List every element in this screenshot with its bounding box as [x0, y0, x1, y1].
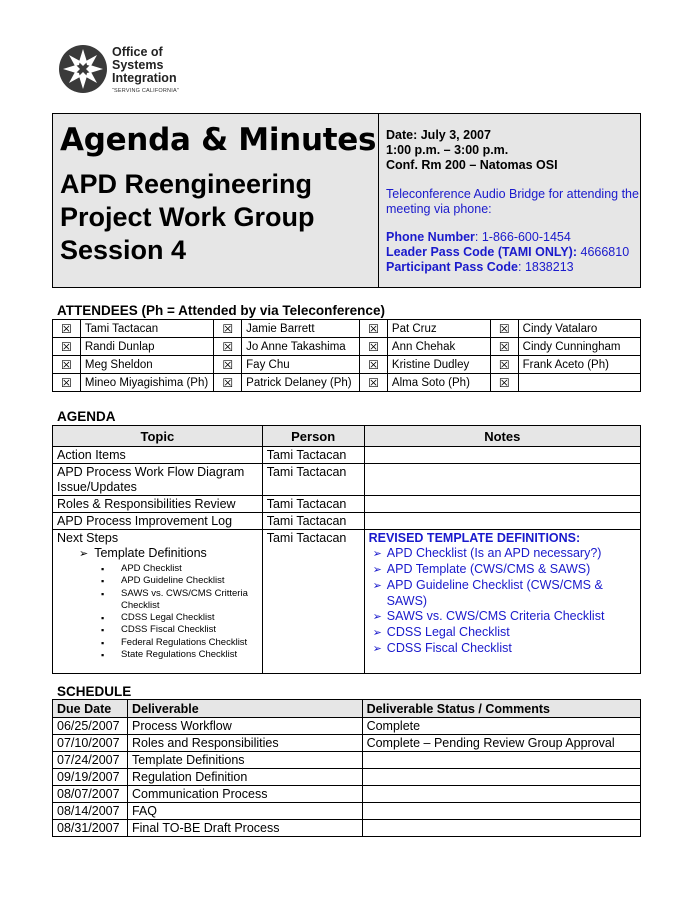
schedule-due-date: 08/07/2007 [53, 786, 128, 803]
attendee-row [53, 356, 641, 374]
schedule-row [53, 769, 641, 786]
template-checklist-item: ▪ Federal Regulations Checklist [57, 637, 258, 649]
template-checklist-item: ▪ SAWS vs. CWS/CMS Critteria Checklist [57, 588, 258, 613]
header-divider [378, 114, 379, 287]
org-tagline: “SERVING CALIFORNIA” [112, 88, 179, 94]
schedule-row [53, 803, 641, 820]
agenda-heading: AGENDA [57, 409, 116, 424]
agenda-person: Tami Tactacan [262, 513, 364, 530]
org-name: Office of Systems Integration [112, 45, 177, 85]
attended-checkbox-icon[interactable]: ☒ [490, 338, 518, 356]
template-definitions-item: ➢ Template Definitions [57, 546, 258, 562]
schedule-row [53, 752, 641, 769]
revised-definition-item: ➢ SAWS vs. CWS/CMS Criteria Checklist [369, 609, 636, 625]
schedule-row [53, 820, 641, 837]
schedule-status [362, 752, 640, 769]
header-box [52, 113, 641, 288]
template-checklist-item: ▪ State Regulations Checklist [57, 649, 258, 661]
agenda-row-next-steps [53, 530, 641, 674]
attendee-name: Alma Soto (Ph) [387, 374, 490, 392]
agenda-row [53, 496, 641, 513]
agenda-table [52, 425, 641, 674]
attendee-name: Cindy Vatalaro [518, 320, 640, 338]
agenda-person: Tami Tactacan [262, 464, 364, 496]
schedule-deliverable: Communication Process [127, 786, 362, 803]
agenda-row [53, 464, 641, 496]
attendee-name: Pat Cruz [387, 320, 490, 338]
attendee-name: Meg Sheldon [80, 356, 213, 374]
meeting-time: 1:00 p.m. – 3:00 p.m. [386, 143, 509, 157]
attended-checkbox-icon[interactable]: ☒ [490, 320, 518, 338]
attended-checkbox-icon[interactable]: ☒ [490, 356, 518, 374]
agenda-col-topic: Topic [53, 426, 263, 447]
document-title: Agenda & Minutes [60, 122, 377, 158]
attendee-row [53, 338, 641, 356]
next-steps-person: Tami Tactacan [262, 530, 364, 674]
agenda-topic: APD Process Work Flow Diagram Issue/Updates [53, 464, 263, 496]
schedule-row [53, 735, 641, 752]
bridge-note: Teleconference Audio Bridge for attending the meeting via phone: [386, 187, 639, 216]
schedule-col-status: Deliverable Status / Comments [362, 700, 640, 718]
schedule-col-deliverable: Deliverable [127, 700, 362, 718]
schedule-deliverable: Regulation Definition [127, 769, 362, 786]
attended-checkbox-icon[interactable]: ☒ [214, 356, 242, 374]
agenda-col-person: Person [262, 426, 364, 447]
attendee-name: Kristine Dudley [387, 356, 490, 374]
attended-checkbox-icon[interactable]: ☒ [360, 320, 388, 338]
agenda-col-notes: Notes [364, 426, 640, 447]
attended-checkbox-icon[interactable]: ☒ [360, 356, 388, 374]
agenda-topic: APD Process Improvement Log [53, 513, 263, 530]
attended-checkbox-icon[interactable]: ☒ [360, 374, 388, 392]
schedule-status: Complete – Pending Review Group Approval [362, 735, 640, 752]
schedule-status [362, 769, 640, 786]
attendee-name: Mineo Miyagishima (Ph) [80, 374, 213, 392]
attended-checkbox-icon[interactable]: ☒ [214, 320, 242, 338]
next-steps-notes [364, 530, 640, 674]
attendee-row [53, 320, 641, 338]
attended-checkbox-icon[interactable]: ☒ [53, 374, 81, 392]
revised-definition-item: ➢ CDSS Legal Checklist [369, 625, 636, 641]
schedule-due-date: 09/19/2007 [53, 769, 128, 786]
leader-pass-code: Leader Pass Code (TAMI ONLY): 4666810 [386, 245, 630, 259]
revised-definition-item: ➢ APD Guideline Checklist (CWS/CMS & SAWS) [369, 578, 636, 609]
revised-definition-item: ➢ CDSS Fiscal Checklist [369, 641, 636, 657]
schedule-heading: SCHEDULE [57, 684, 132, 699]
attendee-name: Tami Tactacan [80, 320, 213, 338]
agenda-notes [364, 496, 640, 513]
template-checklist-item: ▪ CDSS Fiscal Checklist [57, 624, 258, 636]
attended-checkbox-icon[interactable]: ☒ [214, 338, 242, 356]
schedule-due-date: 07/10/2007 [53, 735, 128, 752]
agenda-person: Tami Tactacan [262, 496, 364, 513]
attended-checkbox-icon[interactable]: ☒ [53, 338, 81, 356]
attendee-name: Randi Dunlap [80, 338, 213, 356]
attendee-name: Frank Aceto (Ph) [518, 356, 640, 374]
meeting-title: APD Reengineering Project Work Group Session 4 [60, 169, 315, 265]
agenda-topic: Action Items [53, 447, 263, 464]
template-checklist-item: ▪ APD Checklist [57, 563, 258, 575]
schedule-status [362, 786, 640, 803]
osi-emblem-icon [58, 44, 108, 94]
revised-definition-item: ➢ APD Template (CWS/CMS & SAWS) [369, 562, 636, 578]
agenda-row [53, 513, 641, 530]
schedule-deliverable: Final TO-BE Draft Process [127, 820, 362, 837]
schedule-col-date: Due Date [53, 700, 128, 718]
attended-checkbox-icon[interactable]: ☒ [53, 320, 81, 338]
attendee-name: Jo Anne Takashima [242, 338, 360, 356]
schedule-status [362, 803, 640, 820]
attendees-table [52, 319, 641, 392]
attended-checkbox-icon[interactable]: ☒ [490, 374, 518, 392]
schedule-deliverable: Process Workflow [127, 718, 362, 735]
agenda-topic: Roles & Responsibilities Review [53, 496, 263, 513]
attendees-heading: ATTENDEES (Ph = Attended by via Teleconference) [57, 303, 385, 318]
attendee-name: Cindy Cunningham [518, 338, 640, 356]
attended-checkbox-icon[interactable]: ☒ [53, 356, 81, 374]
meeting-date: Date: July 3, 2007 [386, 128, 491, 142]
agenda-row [53, 447, 641, 464]
template-checklist-item: ▪ CDSS Legal Checklist [57, 612, 258, 624]
revised-definitions-heading: REVISED TEMPLATE DEFINITIONS: [368, 531, 581, 545]
attendee-name: Jamie Barrett [242, 320, 360, 338]
participant-pass-code: Participant Pass Code: 1838213 [386, 260, 574, 274]
agenda-notes [364, 447, 640, 464]
next-steps-topic: Next Steps ➢ Template Definitions ▪ APD Checklist ▪ APD Guideline Checklist ▪ SAWS vs. CWS/CMS Critteria Checklist ▪ CDSS Legal Checklist ▪ CDSS Fiscal Checklist ▪ Federal Regulations Checklist ▪ State Regulations Checklist [53, 530, 263, 674]
attendee-row [53, 374, 641, 392]
attended-checkbox-icon[interactable]: ☒ [214, 374, 242, 392]
phone-number: Phone Number: 1-866-600-1454 [386, 230, 571, 244]
schedule-due-date: 06/25/2007 [53, 718, 128, 735]
agenda-person: Tami Tactacan [262, 447, 364, 464]
schedule-status: Complete [362, 718, 640, 735]
schedule-due-date: 08/31/2007 [53, 820, 128, 837]
attendee-name: Fay Chu [242, 356, 360, 374]
schedule-deliverable: Template Definitions [127, 752, 362, 769]
attendee-name [518, 374, 640, 392]
template-checklist-item: ▪ APD Guideline Checklist [57, 575, 258, 587]
schedule-table [52, 699, 641, 837]
schedule-status [362, 820, 640, 837]
schedule-due-date: 07/24/2007 [53, 752, 128, 769]
schedule-deliverable: Roles and Responsibilities [127, 735, 362, 752]
schedule-deliverable: FAQ [127, 803, 362, 820]
attendee-name: Ann Chehak [387, 338, 490, 356]
attended-checkbox-icon[interactable]: ☒ [360, 338, 388, 356]
schedule-row [53, 786, 641, 803]
agenda-notes [364, 464, 640, 496]
schedule-row [53, 718, 641, 735]
schedule-due-date: 08/14/2007 [53, 803, 128, 820]
agenda-notes [364, 513, 640, 530]
meeting-room: Conf. Rm 200 – Natomas OSI [386, 158, 558, 172]
osi-logo [58, 44, 218, 100]
revised-definition-item: ➢ APD Checklist (Is an APD necessary?) [369, 546, 636, 562]
attendee-name: Patrick Delaney (Ph) [242, 374, 360, 392]
